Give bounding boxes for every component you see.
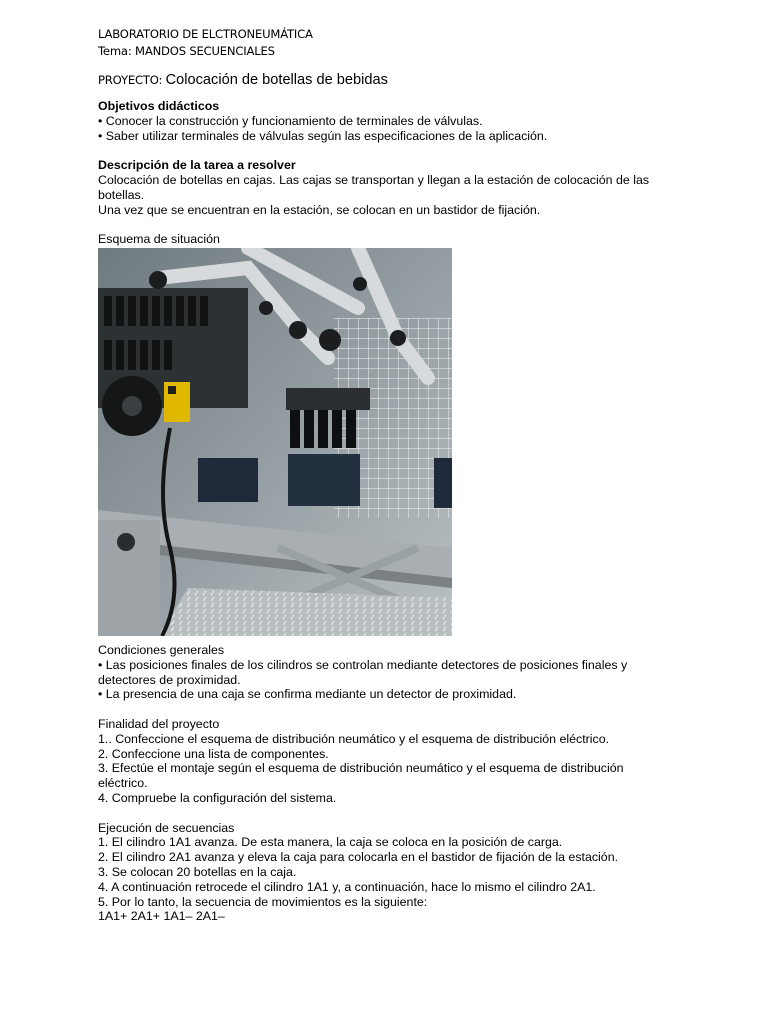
objective-item: • Saber utilizar terminales de válvulas según las especificaciones de la aplicación. [98,128,548,143]
task-heading: Descripción de la tarea a resolver [98,158,296,173]
purpose-line: 2. Confeccione una lista de componentes. [98,746,329,761]
sequence-line: 4. A continuación retrocede el cilindro 1A1 y, a continuación, hace lo mismo el cilindro 2A1. [98,879,596,894]
objective-item: • Conocer la construcción y funcionamiento de terminales de válvulas. [98,113,483,128]
project-title: Colocación de botellas de bebidas [165,72,388,88]
situation-caption: Esquema de situación [98,232,220,247]
sequence-line: 3. Se colocan 20 botellas en la caja. [98,864,297,879]
sequence-formula: 1A1+ 2A1+ 1A1– 2A1– [98,909,225,924]
sequence-line: 1. El cilindro 1A1 avanza. De esta manera, la caja se coloca en la posición de carga. [98,835,563,850]
document-page [98,26,678,924]
purpose-heading: Finalidad del proyecto [98,716,220,731]
purpose-line: 3. Efectúe el montaje según el esquema de distribución neumático y el esquema de distribución [98,761,624,776]
sequence-heading: Ejecución de secuencias [98,820,235,835]
header-topic: Tema: MANDOS SECUENCIALES [98,44,275,58]
project-line [98,70,678,90]
conditions-heading: Condiciones generales [98,642,225,657]
task-line: Colocación de botellas en cajas. Las cajas se transportan y llegan a la estación de colocación de las [98,172,650,187]
task-line: Una vez que se encuentran en la estación, se colocan en un bastidor de fijación. [98,202,541,217]
purpose-line: eléctrico. [98,776,148,791]
sequence-line: 2. El cilindro 2A1 avanza y eleva la caja para colocarla en el bastidor de fijación de la estación. [98,850,619,865]
bottling-station-photo [98,248,452,636]
task-line: botellas. [98,187,145,202]
purpose-line: 1.. Confeccione el esquema de distribución neumático y el esquema de distribución eléctrico. [98,731,610,746]
objectives-heading: Objetivos didácticos [98,99,220,113]
conditions-line: • Las posiciones finales de los cilindros se controlan mediante detectores de posiciones finales y [98,657,628,672]
conditions-line: detectores de proximidad. [98,672,241,687]
conditions-line: • La presencia de una caja se confirma mediante un detector de proximidad. [98,687,517,702]
purpose-line: 4. Compruebe la configuración del sistema. [98,790,337,805]
sequence-line: 5. Por lo tanto, la secuencia de movimientos es la siguiente: [98,894,428,909]
project-label: PROYECTO: [98,73,163,87]
header-lab-title: LABORATORIO DE ELCTRONEUMÁTICA [98,27,313,41]
